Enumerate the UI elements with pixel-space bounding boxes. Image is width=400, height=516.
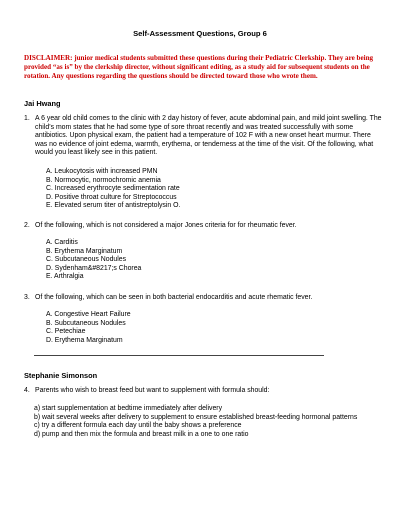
- question-text: A 6 year old child comes to the clinic with 2 day history of fever, acute abdominal pain, and mild joint swelling. The child’s mom states that he had some type of sore throat recently and was treated successfully with some antibiotics. Upon physical exam, the patient had a temperature of 102 F with a new onset heart murmur. There was no evidence of joint edema, warmth, erythema, or tenderness at the time of the visit. Of the following, what would you least likely see in this patient.: [35, 115, 382, 157]
- answer-option: D. Erythema Marginatum: [46, 336, 123, 344]
- answer-option: D. Sydenham&#8217;s Chorea: [46, 264, 142, 272]
- question-3: [24, 294, 384, 303]
- question-4: [24, 387, 384, 396]
- answer-option: D. Positive throat culture for Streptococcus: [46, 193, 177, 201]
- answer-option: C. Subcutaneous Nodules: [46, 256, 127, 264]
- question-2: [24, 222, 384, 231]
- answer-option: A. Carditis: [46, 239, 78, 246]
- answer-option: B. Subcutaneous Nodules: [46, 319, 126, 327]
- question-number: 3.: [24, 294, 30, 301]
- question-number: 2.: [24, 222, 30, 229]
- disclaimer-text: DISCLAIMER: junior medical students submitted these questions during their Pediatric Clerkship. They are being provided “as is” by the clerkship director, without significant editing, as a study aid for subsequent students on the rotation. Any questions regarding the questions should be directed toward those who wrote them.: [24, 54, 374, 80]
- answer-option: B. Erythema Marginatum: [46, 247, 123, 255]
- answer-option: c) try a different formula each day until the baby shows a preference: [34, 422, 242, 430]
- answer-option: E. Elevated serum titer of antistreptolysin O.: [46, 202, 181, 210]
- answer-option: A. Leukocytosis with increased PMN: [46, 168, 158, 175]
- answer-option: d) pump and then mix the formula and breast milk in a one to one ratio: [34, 430, 249, 438]
- question-text: Of the following, which is not considered a major Jones criteria for for rheumatic fever.: [35, 222, 297, 229]
- author-heading: Jai Hwang: [24, 99, 61, 108]
- question-4-options: [34, 405, 394, 439]
- question-3-options: [46, 311, 131, 345]
- section-divider: [34, 355, 324, 356]
- author-heading: Stephanie Simonson: [24, 371, 98, 380]
- answer-option: A. Congestive Heart Failure: [46, 311, 131, 318]
- question-2-options: [46, 239, 141, 282]
- answer-option: b) wait several weeks after delivery to supplement to ensure established breast-feeding hormonal patterns: [34, 413, 358, 421]
- question-number: 1.: [24, 115, 30, 122]
- question-text: Of the following, which can be seen in both bacterial endocarditis and acute rhematic fever.: [35, 294, 313, 301]
- question-1-options: [46, 168, 180, 211]
- answer-option: a) start supplementation at bedtime immediately after delivery: [34, 405, 223, 412]
- answer-option: E. Arthralgia: [46, 273, 84, 281]
- page-title: Self-Assessment Questions, Group 6: [133, 29, 267, 38]
- answer-option: C. Increased erythrocyte sedimentation rate: [46, 185, 180, 193]
- question-text: Parents who wish to breast feed but want to supplement with formula should:: [35, 387, 270, 394]
- answer-option: B. Normocytic, normochromic anemia: [46, 176, 161, 184]
- question-number: 4.: [24, 387, 30, 394]
- answer-option: C. Petechiae: [46, 328, 86, 336]
- question-1: [24, 115, 384, 158]
